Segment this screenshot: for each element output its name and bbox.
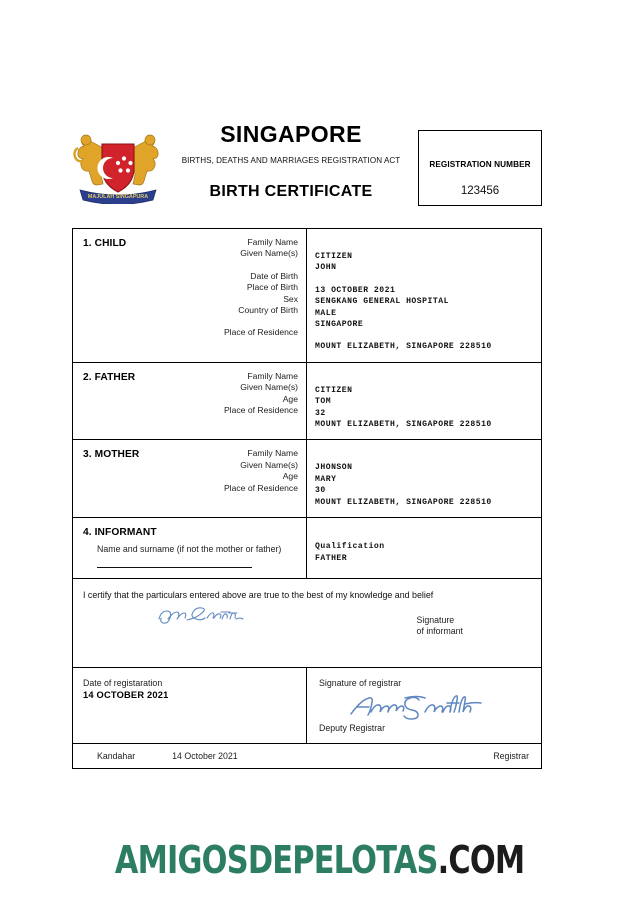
value-father-given-names: TOM: [315, 397, 332, 407]
registration-number-label: REGISTRATION NUMBER: [429, 160, 531, 169]
footer-date: 14 October 2021: [172, 751, 238, 762]
label-father-place-of-residence: Place of Residence: [223, 405, 298, 416]
registrar-signature-icon: [347, 692, 487, 720]
label-deputy-registrar: Deputy Registrar: [319, 723, 386, 734]
site-watermark: [64, 838, 579, 882]
value-date-of-registration: 14 OCTOBER 2021: [83, 690, 169, 701]
father-labels-cell: [73, 363, 306, 440]
child-labels-cell: [73, 229, 306, 362]
certification-statement: I certify that the particulars entered above are true to the best of my knowledge and belief: [83, 590, 434, 601]
label-mother-place-of-residence: Place of Residence: [223, 482, 298, 493]
child-values-cell: [306, 229, 541, 362]
value-child-sex: MALE: [315, 308, 337, 318]
value-father-family-name: CITIZEN: [315, 385, 353, 395]
table-row-child: [73, 229, 541, 363]
section-title-father: 2. FATHER: [83, 371, 136, 383]
value-mother-age: 30: [315, 486, 326, 496]
singapore-coat-of-arms-icon: [72, 120, 164, 204]
registration-number-value: 123456: [460, 185, 500, 197]
table-row-footer: [73, 744, 541, 768]
section-title-mother: 3. MOTHER: [83, 449, 140, 461]
table-row-mother: [73, 440, 541, 518]
value-mother-family-name: JHONSON: [315, 463, 353, 473]
label-mother-family-name: Family Name: [247, 448, 298, 459]
label-mother-given-names: Given Name(s): [240, 459, 298, 470]
certificate-header: [72, 114, 542, 218]
value-child-family-name: CITIZEN: [315, 252, 353, 261]
footer-registrar-label: Registrar: [493, 751, 529, 762]
registration-number-box: [418, 130, 542, 206]
crest-motto-text: MAJULAH SINGAPURA: [87, 194, 149, 200]
label-child-country-of-birth: Country of Birth: [238, 305, 298, 316]
informant-signature-icon: [151, 603, 271, 629]
informant-values-cell: [306, 518, 541, 578]
table-row-father: [73, 363, 541, 441]
label-child-family-name: Family Name: [247, 237, 298, 247]
value-informant-qualification: FATHER: [315, 553, 348, 563]
label-child-place-of-residence: Place of Residence: [223, 327, 298, 338]
value-father-place-of-residence: MOUNT ELIZABETH, SINGAPORE 228510: [315, 420, 492, 430]
label-father-age: Age: [282, 393, 298, 404]
table-row-registration: [73, 668, 541, 744]
registrar-signature-cell: [306, 668, 541, 743]
label-child-date-of-birth: Date of Birth: [250, 270, 298, 281]
registration-date-cell: [73, 668, 306, 743]
label-child-sex: Sex: [283, 293, 298, 304]
document-type-title: BIRTH CERTIFICATE: [209, 183, 373, 200]
footer-cell: [73, 744, 541, 768]
label-child-place-of-birth: Place of Birth: [246, 282, 298, 293]
table-row-certification: [73, 579, 541, 668]
informant-labels-cell: [73, 518, 306, 578]
value-child-given-names: JOHN: [315, 263, 337, 273]
section-title-informant: 4. INFORMANT: [83, 527, 157, 539]
label-informant-qualification: Qualification: [315, 542, 385, 552]
label-signature-of-registrar: Signature of registrar: [319, 678, 402, 689]
informant-signature-label: Signature of informant: [416, 615, 463, 637]
father-values-cell: [306, 363, 541, 440]
certificate-title-block: [168, 114, 414, 201]
watermark-site-name: AMIGOSDEPELOTAS: [114, 838, 438, 882]
value-mother-place-of-residence: MOUNT ELIZABETH, SINGAPORE 228510: [315, 497, 492, 507]
informant-name-prompt: Name and surname (if not the mother or father): [97, 544, 282, 555]
label-father-given-names: Given Name(s): [240, 382, 298, 393]
watermark-tld: .COM: [437, 838, 525, 882]
certification-cell: [73, 579, 541, 667]
mother-labels-cell: [73, 440, 306, 517]
value-child-date-of-birth: 13 OCTOBER 2021: [315, 285, 396, 295]
act-subtitle: BIRTHS, DEATHS AND MARRIAGES REGISTRATION ACT: [181, 156, 401, 165]
label-mother-age: Age: [282, 471, 298, 482]
value-child-country-of-birth: SINGAPORE: [315, 320, 364, 330]
table-row-informant: [73, 518, 541, 579]
value-child-place-of-residence: MOUNT ELIZABETH, SINGAPORE 228510: [315, 342, 492, 352]
section-title-child: 1. CHILD: [83, 238, 127, 249]
mother-values-cell: [306, 440, 541, 517]
certificate-details-table: [72, 228, 542, 769]
label-date-of-registration: Date of registaration: [83, 678, 163, 689]
value-mother-given-names: MARY: [315, 474, 337, 484]
label-child-given-names: Given Name(s): [240, 248, 298, 259]
value-father-age: 32: [315, 408, 326, 418]
label-father-family-name: Family Name: [247, 370, 298, 381]
value-child-place-of-birth: SENGKANG GENERAL HOSPITAL: [315, 297, 449, 307]
footer-place: Kandahar: [97, 751, 136, 762]
page-title: SINGAPORE: [220, 121, 362, 147]
informant-name-input[interactable]: [97, 567, 252, 568]
